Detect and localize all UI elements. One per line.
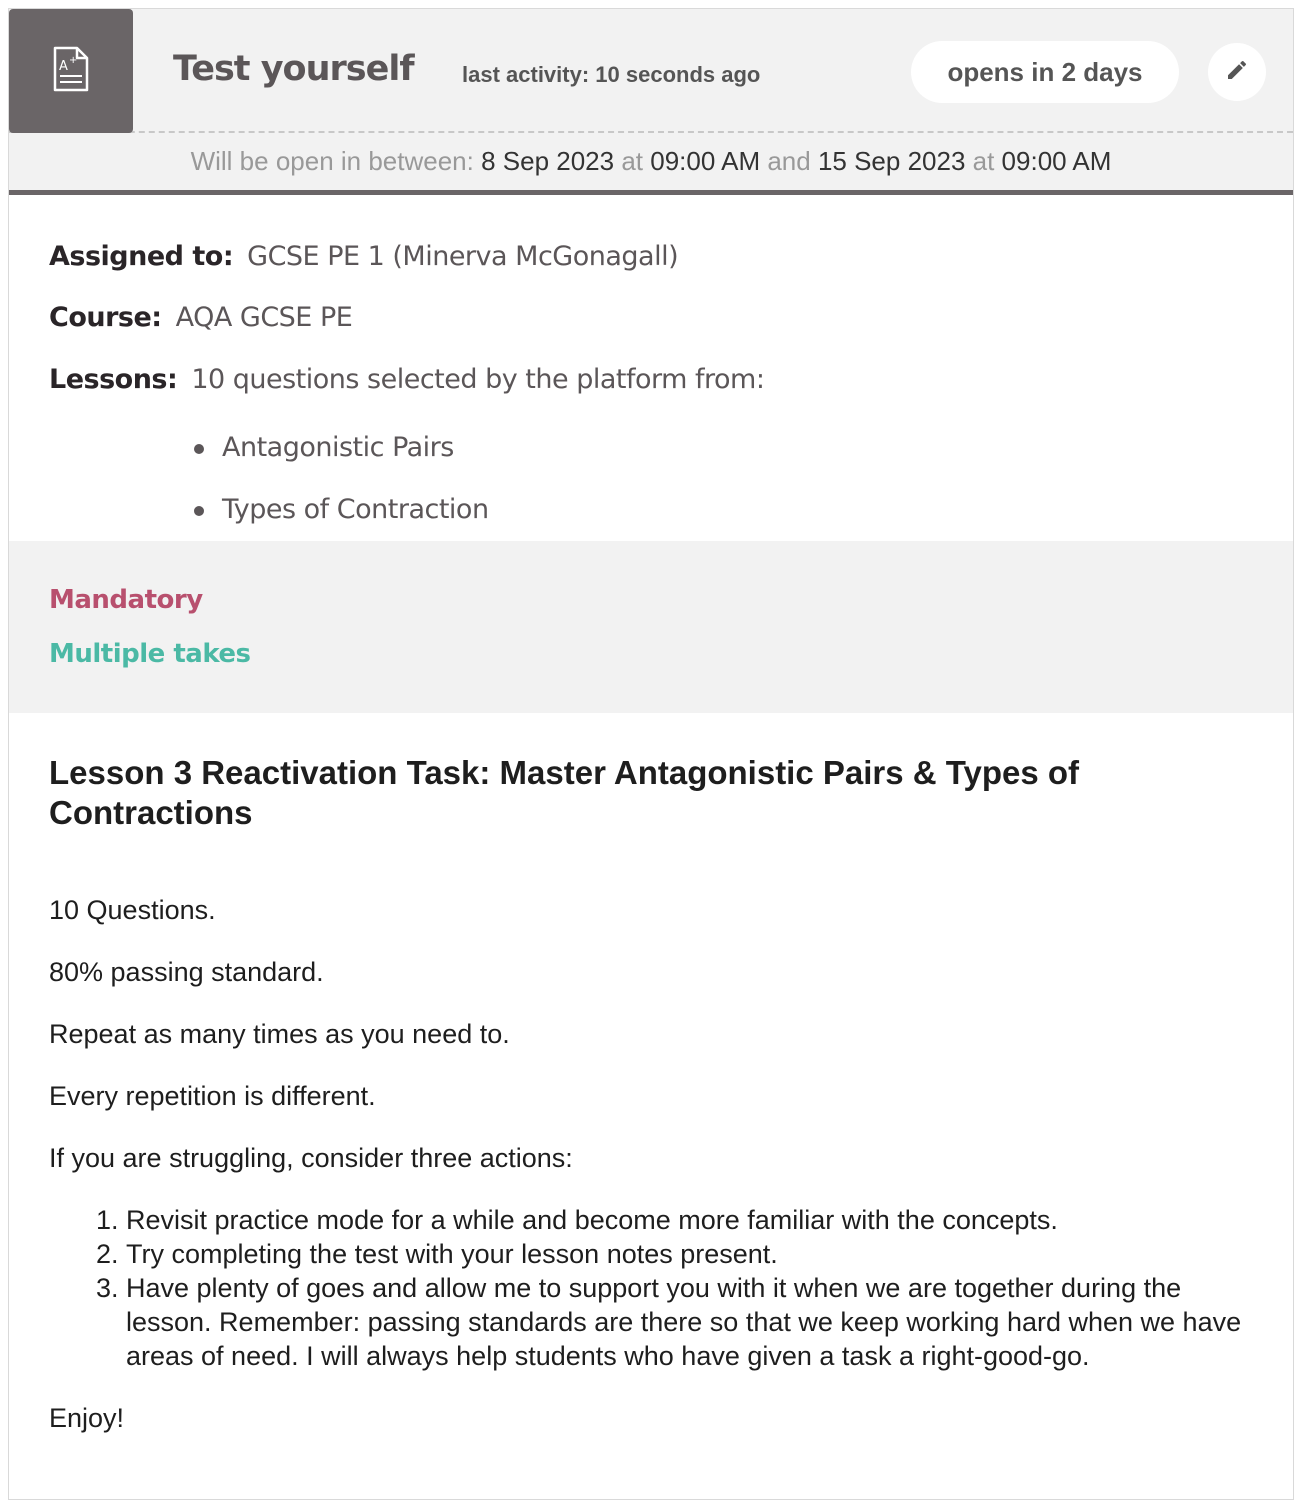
list-item: Types of Contraction [184,483,489,545]
assignment-details [9,195,1293,541]
open-window-bar [9,133,1293,195]
assignment-type-tile [9,9,133,133]
lessons-row [49,364,764,395]
assignment-card [8,8,1294,1500]
description-paragraph: 10 Questions. [49,895,216,925]
list-item: 2. Try completing the test with your lesson notes present. [126,1237,1269,1271]
list-item: 3. Have plenty of goes and allow me to support you with it when we are together during the lesson. Remember: passing standards are there so that we keep working hard when we have areas of need. I will always help students who have given a task a right-good-go. [126,1271,1269,1373]
open-at-label: at [614,146,651,176]
course-label: Course: [49,302,162,333]
last-activity-text: last activity: 10 seconds ago [462,62,761,87]
open-window-prefix: Will be open in between: [190,146,482,176]
assignment-header [9,9,1293,133]
assignment-flags [9,541,1293,713]
description-paragraph: Every repetition is different. [49,1081,376,1111]
mandatory-flag: Mandatory [49,585,203,615]
assignment-description [49,753,1269,1435]
actions-list [49,1203,1269,1373]
lessons-list [184,421,489,545]
description-closing: Enjoy! [49,1403,125,1433]
close-at-label: at [965,146,1002,176]
multiple-takes-flag: Multiple takes [49,639,251,669]
open-start-date: 8 Sep 2023 [481,146,615,176]
lessons-label: Lessons: [49,364,178,395]
open-start-time: 09:00 AM [650,146,761,176]
list-item: Antagonistic Pairs [184,421,489,483]
exam-paper-icon [52,46,90,96]
edit-button[interactable] [1208,43,1266,101]
pencil-icon [1225,58,1249,86]
opens-status-badge[interactable]: opens in 2 days [911,41,1179,103]
description-heading: Lesson 3 Reactivation Task: Master Antagonistic Pairs & Types of Contractions [49,754,1080,831]
description-paragraph: If you are struggling, consider three actions: [49,1143,573,1173]
list-item: 1. Revisit practice mode for a while and become more familiar with the concepts. [126,1203,1269,1237]
open-end-date: 15 Sep 2023 [817,146,966,176]
assigned-to-label: Assigned to: [49,241,234,272]
open-end-time: 09:00 AM [1001,146,1112,176]
course-value: AQA GCSE PE [175,302,353,333]
open-and-label: and [760,146,818,176]
assigned-to-value: GCSE PE 1 (Minerva McGonagall) [247,241,679,272]
svg-text:+: + [69,55,78,66]
assigned-to-row [49,241,678,272]
lessons-value: 10 questions selected by the platform from: [191,364,765,395]
course-row [49,302,352,333]
description-paragraph: Repeat as many times as you need to. [49,1019,510,1049]
svg-text:A: A [59,59,68,74]
description-paragraph: 80% passing standard. [49,957,324,987]
assignment-title: Test yourself [173,49,414,89]
